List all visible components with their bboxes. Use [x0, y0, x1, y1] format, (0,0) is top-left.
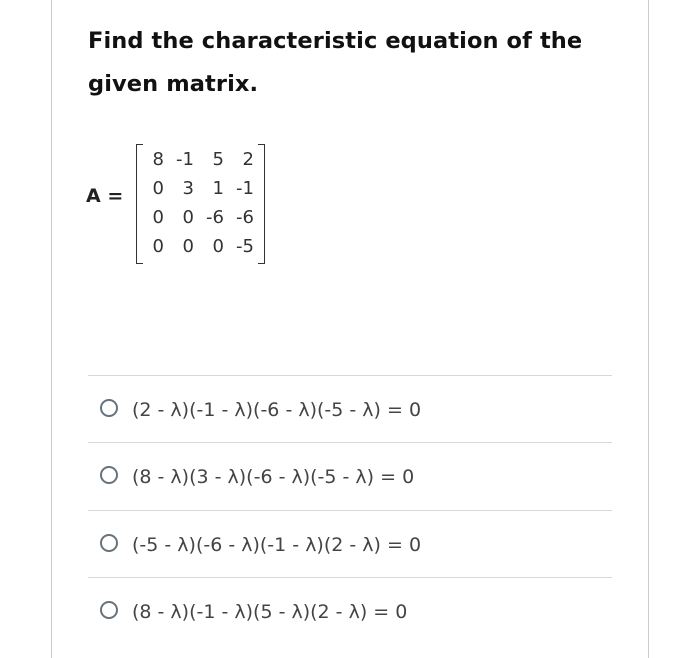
- matrix-cell: 3: [182, 178, 194, 199]
- matrix-cell: 0: [152, 178, 164, 199]
- left-frame-border: [51, 0, 52, 658]
- matrix-cell: 0: [182, 207, 194, 228]
- answer-option-2[interactable]: [96, 462, 606, 492]
- matrix-cell: -1: [176, 149, 194, 170]
- matrix-row: [144, 145, 260, 174]
- option-label: (8 - λ)(3 - λ)(-6 - λ)(-5 - λ) = 0: [132, 466, 415, 488]
- matrix-cell: -1: [236, 178, 254, 199]
- right-frame-border: [648, 0, 649, 658]
- answer-option-3[interactable]: [96, 530, 606, 560]
- matrix-cell: -6: [206, 207, 224, 228]
- radio-button[interactable]: [100, 534, 118, 552]
- answer-option-1[interactable]: [96, 395, 606, 425]
- option-divider: [88, 442, 612, 443]
- question-text: Find the characteristic equation of the given matrix.: [88, 28, 583, 97]
- matrix-cell: 0: [152, 236, 164, 257]
- radio-button[interactable]: [100, 601, 118, 619]
- option-label: (-5 - λ)(-6 - λ)(-1 - λ)(2 - λ) = 0: [132, 534, 422, 556]
- matrix-cell: 2: [242, 149, 254, 170]
- matrix-cell: -6: [236, 207, 254, 228]
- matrix-cell: 1: [212, 178, 224, 199]
- option-divider: [88, 510, 612, 511]
- matrix-row: [144, 232, 260, 261]
- matrix-cell: 0: [182, 236, 194, 257]
- option-divider: [88, 375, 612, 376]
- matrix-cell: 0: [212, 236, 224, 257]
- option-label: (2 - λ)(-1 - λ)(-6 - λ)(-5 - λ) = 0: [132, 399, 422, 421]
- radio-button[interactable]: [100, 399, 118, 417]
- matrix-cell: 0: [152, 207, 164, 228]
- matrix-cell: -5: [236, 236, 254, 257]
- answer-option-4[interactable]: [96, 597, 606, 627]
- radio-button[interactable]: [100, 466, 118, 484]
- option-label: (8 - λ)(-1 - λ)(5 - λ)(2 - λ) = 0: [132, 601, 408, 623]
- matrix-cell: 8: [152, 149, 164, 170]
- matrix-row: [144, 203, 260, 232]
- matrix-row: [144, 174, 260, 203]
- matrix-cell: 5: [212, 149, 224, 170]
- matrix-a: [136, 144, 266, 264]
- matrix-label: A =: [86, 185, 124, 207]
- option-divider: [88, 577, 612, 578]
